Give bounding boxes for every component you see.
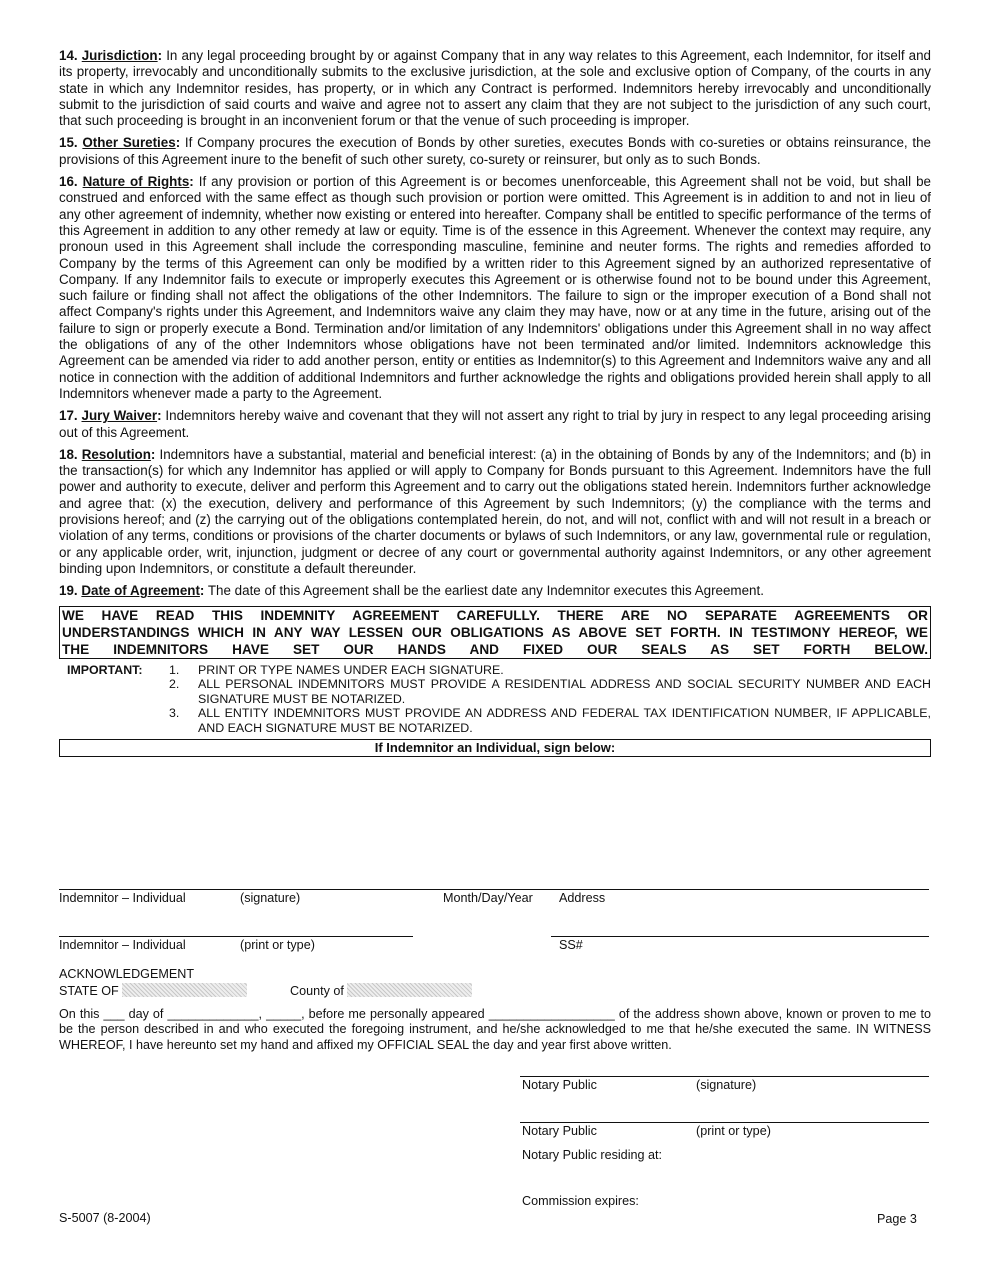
testimony-line: WE HAVE READ THIS INDEMNITY AGREEMENT CAREFULLY. THERE ARE NO SEPARATE AGREEMENTS OR [62,607,928,623]
clause-text: Indemnitors have a substantial, material and beneficial interest: (a) in the obtaining of Bonds by any of the Indemnitors; and (b) in the transaction(s) for which any Indemnitor has applied or will apply to Company for Bonds pursuant to this Agreement. Indemnitors have the full power and authority to execute, deliver and perform this Agreement and to carry out the obligations stated herein. Indemnitors further acknowledge and agree that: (x) the execution, delivery and performance of this Agreement by such Indemnitors; (y) the compliance with the terms and provisions hereof; and (z) the carrying out of the obligations contemplated herein, do not, and will not, conflict with and will not result in a breach or violation of any terms, conditions or provisions of the charter documents or bylaws of such Indemnitors, or any law, governmental rule or regulation, or any applicable order, writ, injunction, judgment or decree of any court or governmental authority against Indemnitors, or any other agreement binding upon Indemnitors, or constitute a default thereunder. [59,446,931,576]
witness-paragraph: On this ___ day of _____________, _____, before me personally appeared __________________ of the address shown above, known or proven to me to be the person described in and who executed the foregoing instrument, and he/she acknowledged to me that he/she executed the same. IN WITNESS WHEREOF, I have hereunto set my hand and affixed my OFFICIAL SEAL the day and year first above written. [59,1007,931,1052]
notary-print-label: (print or type) [696,1124,771,1138]
clause-16: 16. Nature of Rights: If any provision or portion of this Agreement is or becomes unenforceable, this Agreement shall not be void, but shall be construed and enforced with the same effect as though such provision or portion were omitted. This Agreement is in addition to and not in lieu of any other agreement of indemnity, whether now existing or entered into hereafter. Company shall be entitled to specific performance of the terms of this Agreement in addition to any other remedy at law or equity. Time is of the essence in this Agreement. Whenever the context may require, any pronoun used in this Agreement shall include the corresponding masculine, feminine and neuter forms. The rights and remedies afforded to Company by the terms of this Agreement can only be modified by a written rider to this Agreement signed by an authorized representative of Company. If any Indemnitor fails to execute or improperly executes this Agreement or is otherwise found not to be bound under this Agreement, such failure or finding shall not affect the obligations of the other Indemnitors. The failure to sign or the improper execution of a Bond shall not affect Company's rights under this Agreement, and Indemnitors waive any claim they may have, now or at any time in the future, arising out of the failure to sign or properly execute a Bond. Termination and/or limitation of any Indemnitors' obligations under this Agreement shall in no way affect the obligations of any of the other Indemnitors whose obligations have not been terminated and/or limited. Indemnitors acknowledge this Agreement can be amended via rider to add another person, entity or entities as Indemnitor(s) to this Agreement and Indemnitors waive any and all notice in connection with the addition of additional Indemnitors and further acknowledge the rights and obligations provided herein shall apply to all Indemnitors whenever made a party to the Agreement. [59,174,931,401]
important-item: 2. ALL PERSONAL INDEMNITORS MUST PROVIDE A RESIDENTIAL ADDRESS AND SOCIAL SECURITY NUMBER AND EACH SIGNATURE MUST BE NOTARIZED. [169,677,931,706]
clause-text: In any legal proceeding brought by or against Company that in any way relates to this Agreement, each Indemnitor, for itself and its property, irrevocably and unconditionally submits to the exclusive jurisdiction, at the sole and exclusive option of Company, of the courts in any state in which any Indemnitor resides, has property, or in which any Contract is performed. Indemnitors hereby irrevocably and unconditionally submit to the jurisdiction of said courts and waive and agree not to assert any claim that they are not subject to the jurisdiction of any such court, that such proceeding is brought in an inconvenient forum or that the venue of such proceeding is improper. [59,48,931,129]
form-number: S-5007 (8-2004) [59,1211,151,1225]
testimony-line: UNDERSTANDINGS WHICH IN ANY WAY LESSEN OUR OBLIGATIONS AS ABOVE SET FORTH. IN TESTIMONY HEREOF, WE [62,624,928,640]
clause-19: 19. Date of Agreement: The date of this Agreement shall be the earliest date any Indemnitor executes this Agreement. [59,583,764,599]
testimony-line: THE INDEMNITORS HAVE SET OUR HANDS AND FIXED OUR SEALS AS SET FORTH BELOW. [62,641,928,657]
acknowledgement-title: ACKNOWLEDGEMENT [59,967,195,981]
ss-label: SS# [559,938,583,952]
notary-public-label: Notary Public [522,1078,597,1092]
important-item: 1. PRINT OR TYPE NAMES UNDER EACH SIGNATURE. [169,662,504,677]
clause-17: 17. Jury Waiver: Indemnitors hereby waive and covenant that they will not assert any right to trial by jury in respect to any legal proceeding arising out of this Agreement. [59,408,931,440]
indemnitor-individual-label: Indemnitor – Individual [59,938,186,952]
important-item: 3. ALL ENTITY INDEMNITORS MUST PROVIDE AN ADDRESS AND FEDERAL TAX IDENTIFICATION NUMBER, IF APPLICABLE, AND EACH SIGNATURE MUST BE NOTARIZED. [169,706,931,735]
signature-line[interactable] [59,889,929,890]
notary-print-line[interactable] [520,1122,929,1123]
date-label: Month/Day/Year [443,891,533,905]
print-name-line[interactable] [59,936,413,937]
notary-signature-line[interactable] [520,1076,929,1077]
address-label: Address [559,891,606,905]
individual-header: If Indemnitor an Individual, sign below: [59,739,931,757]
signature-label: (signature) [240,891,301,905]
state-input[interactable] [122,983,247,997]
testimony-box [59,606,931,659]
clause-18: 18. Resolution: Indemnitors have a substantial, material and beneficial interest: (a) in the obtaining of Bonds by any of the Indemnitors; and (b) in the transaction(s) for which any Indemnitor has applied or will apply to Company for Bonds pursuant to this Agreement. Indemnitors have the full power and authority to execute, deliver and perform this Agreement and to carry out the obligations stated herein. Indemnitors further acknowledge and agree that: (x) the execution, delivery and performance of this Agreement by such Indemnitors; (y) the compliance with the terms and provisions hereof; and (z) the carrying out of the obligations contemplated herein, do not, and will not, conflict with and will not result in a breach or violation of any terms, conditions or provisions of the charter documents or bylaws of such Indemnitors, or any law, governmental rule or regulation, or any applicable order, writ, injunction, judgment or decree of any court or governmental authority against Indemnitors, or any other agreement binding upon Indemnitors, or constitute a default thereunder. [59,446,931,576]
ss-line[interactable] [551,936,929,937]
notary-residing-label: Notary Public residing at: [522,1148,662,1162]
print-label: (print or type) [240,938,315,952]
important-label: IMPORTANT: [67,662,143,677]
indemnitor-individual-label: Indemnitor – Individual [59,891,186,905]
notary-signature-label: (signature) [696,1078,757,1092]
clause-14: 14. Jurisdiction: In any legal proceeding brought by or against Company that in any way relates to this Agreement, each Indemnitor, for itself and its property, irrevocably and unconditionally submits to the exclusive jurisdiction, at the sole and exclusive option of Company, of the courts in any state in which any Indemnitor resides, has property, or in which any Contract is performed. Indemnitors hereby irrevocably and unconditionally submit to the jurisdiction of said courts and waive and agree not to assert any claim that they are not subject to the jurisdiction of any such court, that such proceeding is brought in an inconvenient forum or that the venue of such proceeding is improper. [59,48,931,129]
clause-text: If any provision or portion of this Agreement is or becomes unenforceable, this Agreement shall not be void, but shall be construed and enforced with the same effect as though such provision or portion were omitted. This Agreement is in addition to and not in lieu of any other agreement of indemnity, whether now existing or entered into hereafter. Company shall be entitled to specific performance of the terms of this Agreement in addition to any other remedy at law or equity. Time is of the essence in this Agreement. Whenever the context may require, any pronoun used in this Agreement shall include the corresponding masculine, feminine and neuter forms. The rights and remedies afforded to Company by the terms of this Agreement can only be modified by a written rider to this Agreement signed by an authorized representative of Company. If any Indemnitor fails to execute or improperly executes this Agreement or is otherwise found not to be bound under this Agreement, such failure or finding shall not affect the obligations of the other Indemnitors. The failure to sign or the improper execution of a Bond shall not affect Company's rights under this Agreement, and Indemnitors waive any claim they may have, now or at any time in the future, arising out of the failure to sign or properly execute a Bond. Termination and/or limitation of any Indemnitors' obligations under this Agreement shall in no way affect the obligations of any of the other Indemnitors whose obligations have not been terminated and/or limited. Indemnitors acknowledge this Agreement can be amended via rider to add another person, entity or entities as Indemnitor(s) to this Agreement and Indemnitors waive any and all notice in connection with the addition of additional Indemnitors and further acknowledge the rights and obligations provided herein shall apply to all Indemnitors whenever made a party to the Agreement. [59,174,931,401]
important-notes [59,663,931,736]
commission-expires-label: Commission expires: [522,1194,639,1208]
notary-public-label: Notary Public [522,1124,597,1138]
clause-text: If Company procures the execution of Bonds by other sureties, executes Bonds with co-sureties or obtains reinsurance, the provisions of this Agreement inure to the benefit of such other surety, co-surety or reinsurer, but only as to such Bonds. [59,135,931,167]
county-field: County of [290,983,472,998]
state-field: STATE OF [59,983,247,998]
agreement-body [59,48,931,757]
clause-15: 15. Other Sureties: If Company procures the execution of Bonds by other sureties, executes Bonds with co-sureties or obtains reinsurance, the provisions of this Agreement inure to the benefit of such other surety, co-surety or reinsurer, but only as to such Bonds. [59,135,931,167]
county-input[interactable] [347,983,472,997]
page-number: Page 3 [877,1212,917,1226]
clause-text: Indemnitors hereby waive and covenant that they will not assert any right to trial by jury in respect to any legal proceeding arising out of this Agreement. [59,408,931,440]
clause-text: The date of this Agreement shall be the earliest date any Indemnitor executes this Agreement. [207,583,764,599]
